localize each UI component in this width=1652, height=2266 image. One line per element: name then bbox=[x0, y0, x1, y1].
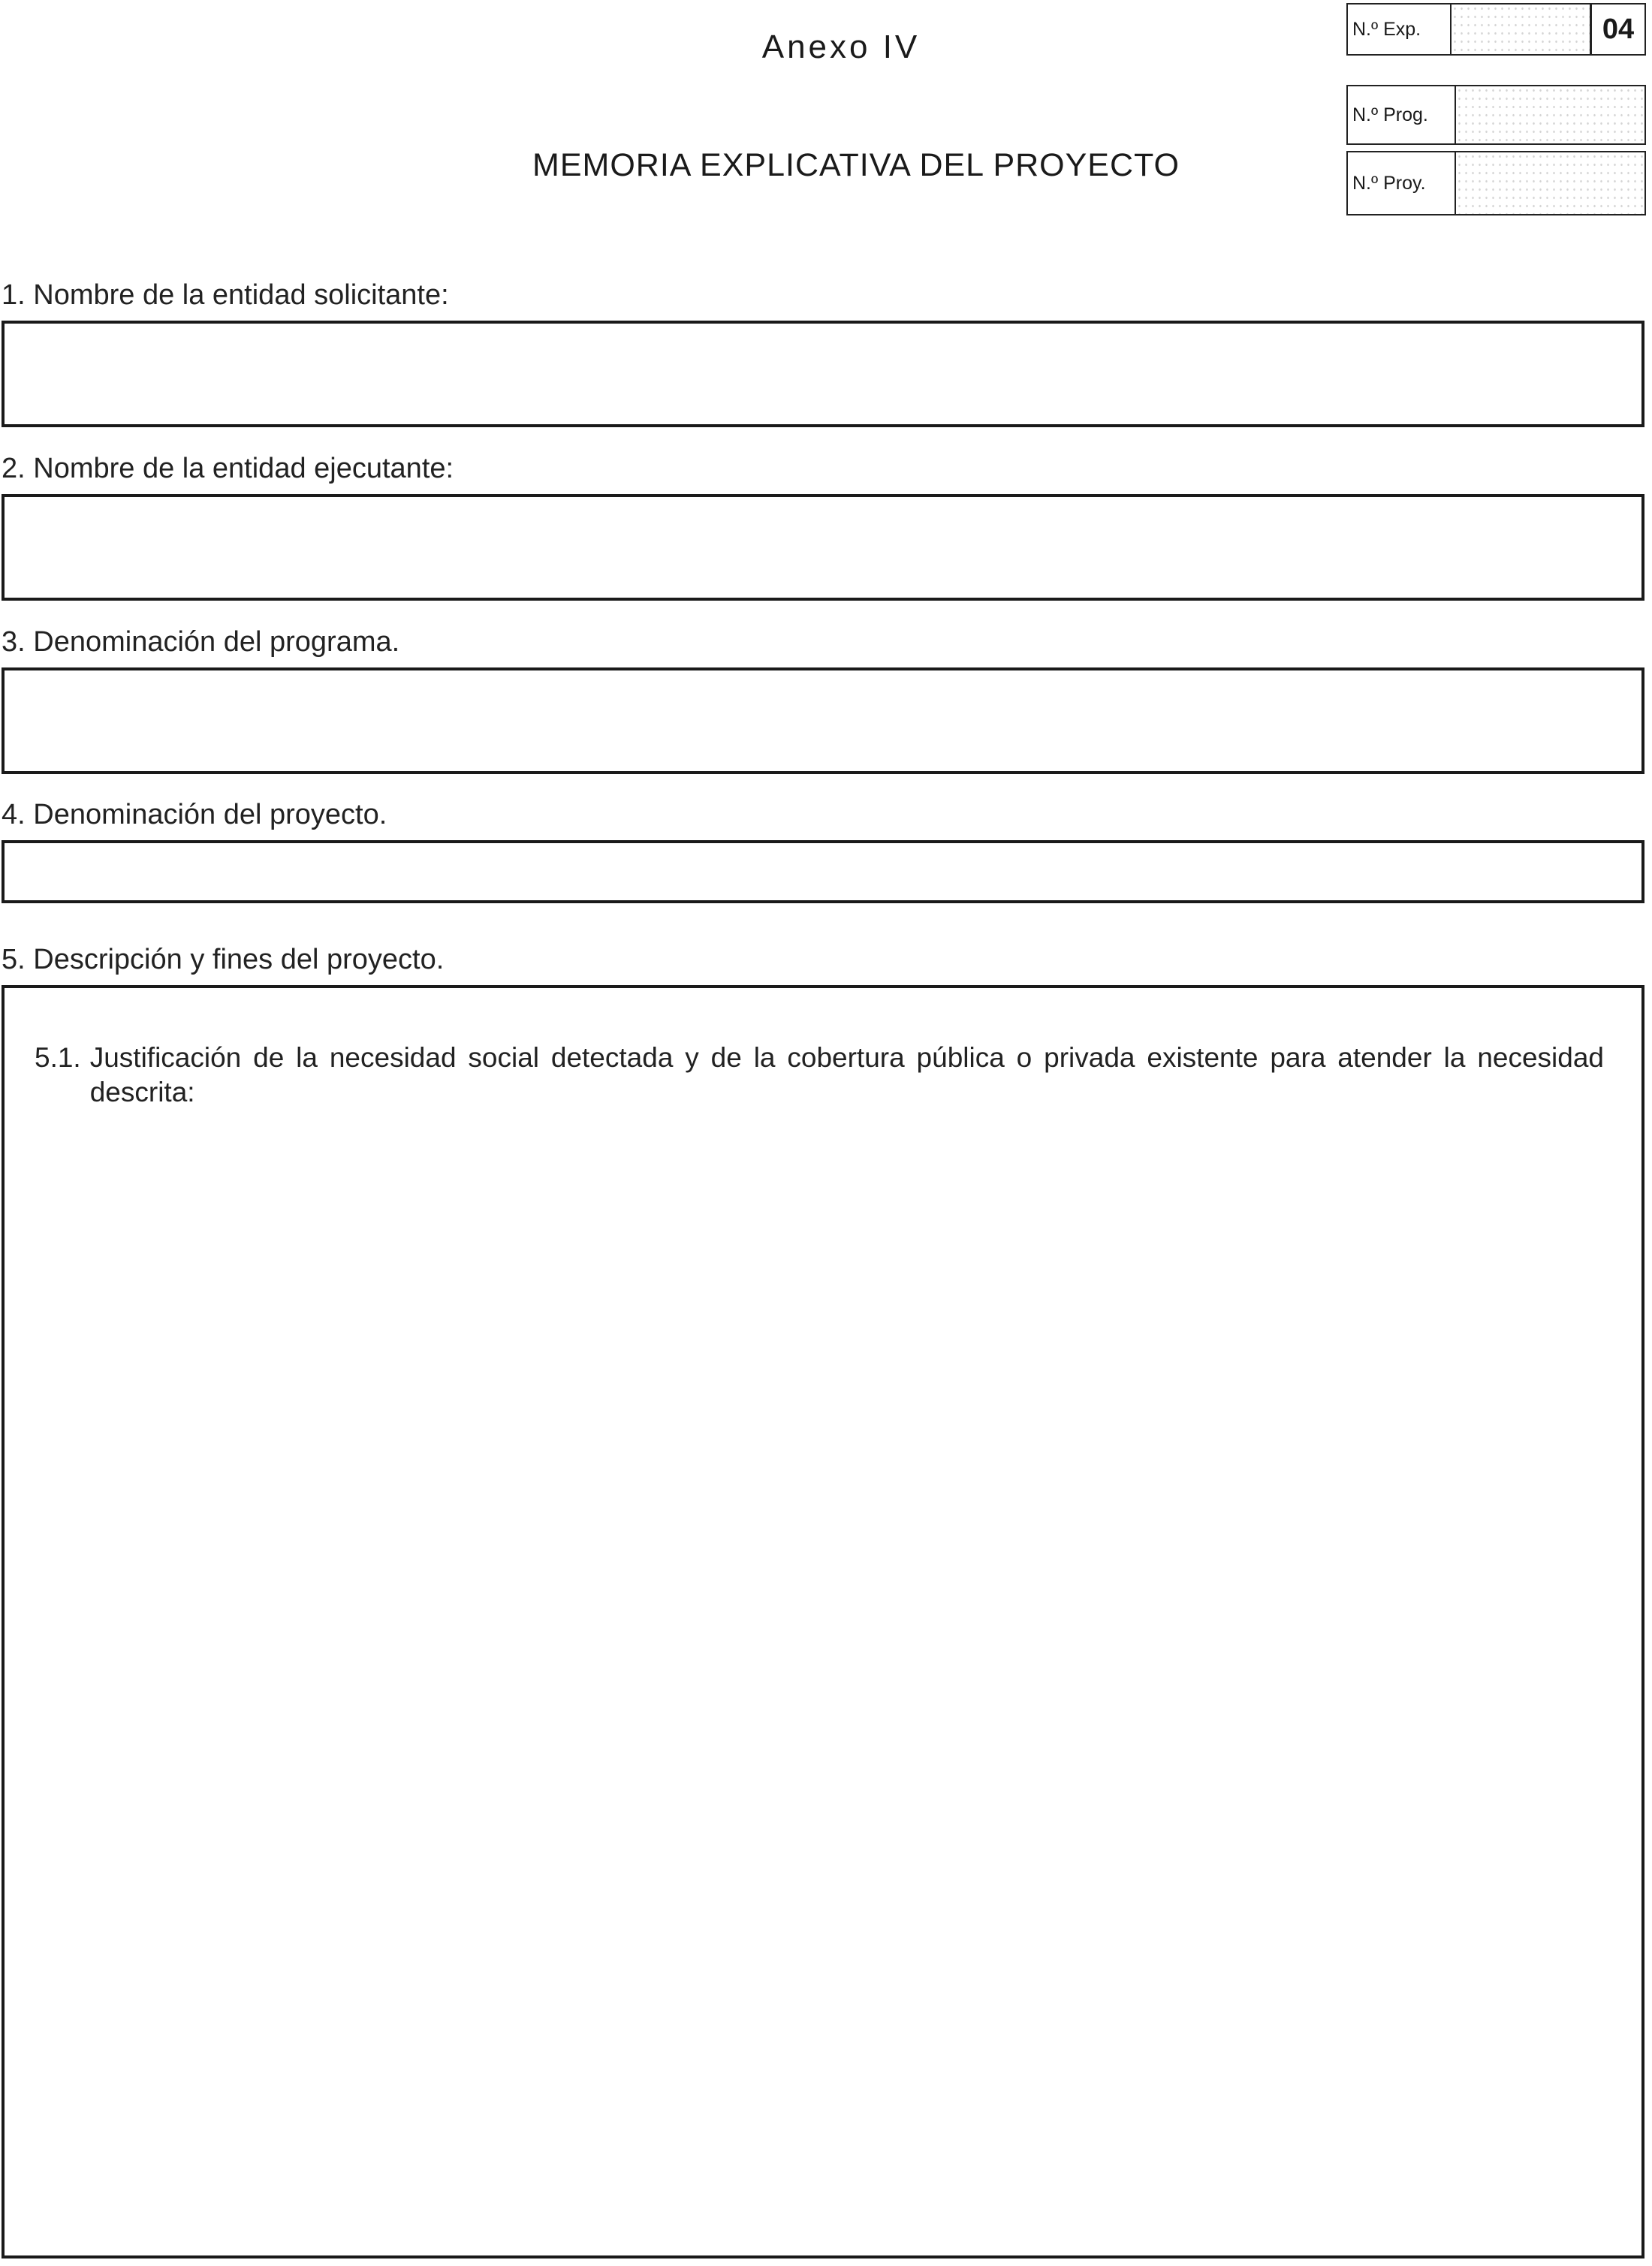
descripcion-fines-field[interactable] bbox=[2, 985, 1644, 2258]
proyecto-value-field[interactable] bbox=[1456, 152, 1644, 214]
entidad-ejecutante-field[interactable] bbox=[2, 494, 1644, 601]
programa-label: N.º Prog. bbox=[1348, 86, 1456, 143]
annex-title: Anexo IV bbox=[761, 29, 921, 65]
programa-value-field[interactable] bbox=[1456, 86, 1644, 143]
field-2-label: 2. Nombre de la entidad ejecutante: bbox=[2, 453, 454, 484]
expediente-number-box[interactable] bbox=[1346, 3, 1646, 56]
subsection-5-1-text: Justificación de la necesidad social detectada y de la cobertura pública o privada existente para atender la necesidad descrita: bbox=[89, 1042, 1604, 1107]
proyecto-number-box[interactable] bbox=[1346, 151, 1646, 215]
proyecto-label: N.º Proy. bbox=[1348, 152, 1456, 214]
field-5-label: 5. Descripción y fines del proyecto. bbox=[2, 944, 445, 975]
document-title: MEMORIA EXPLICATIVA DEL PROYECTO bbox=[532, 147, 1180, 183]
subsection-5-1-number: 5.1. bbox=[35, 1042, 81, 1073]
subsection-5-1 bbox=[35, 1041, 1604, 1110]
programa-number-box[interactable] bbox=[1346, 85, 1646, 145]
expediente-label: N.º Exp. bbox=[1348, 5, 1452, 54]
expediente-badge: 04 bbox=[1590, 5, 1644, 54]
expediente-value-field[interactable] bbox=[1452, 5, 1590, 54]
field-4-label: 4. Denominación del proyecto. bbox=[2, 799, 387, 830]
denominacion-proyecto-field[interactable] bbox=[2, 840, 1644, 903]
field-3-label: 3. Denominación del programa. bbox=[2, 626, 400, 658]
entidad-solicitante-field[interactable] bbox=[2, 321, 1644, 427]
denominacion-programa-field[interactable] bbox=[2, 667, 1644, 774]
field-1-label: 1. Nombre de la entidad solicitante: bbox=[2, 279, 449, 311]
